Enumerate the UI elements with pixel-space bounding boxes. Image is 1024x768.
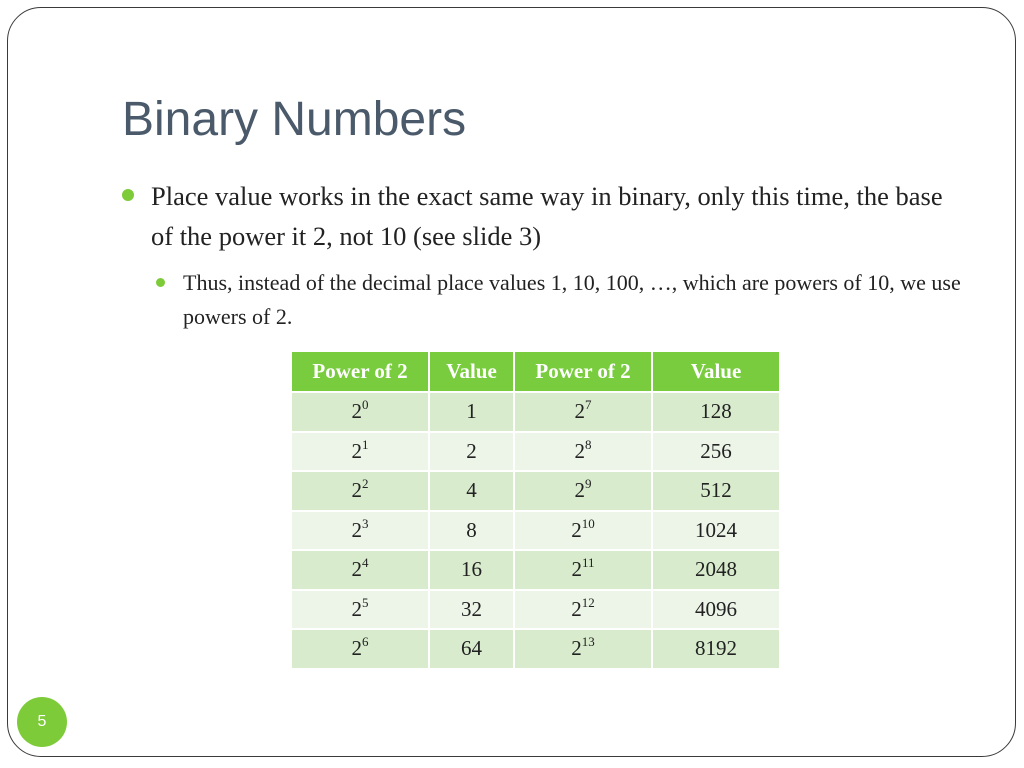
value-cell: 128: [652, 392, 780, 432]
power-cell: $2^0$: [291, 392, 429, 432]
value-cell: 2: [429, 432, 514, 472]
power-cell: $2^9$: [514, 471, 652, 511]
value-cell: 2048: [652, 550, 780, 590]
value-cell: 16: [429, 550, 514, 590]
value-cell: 4: [429, 471, 514, 511]
power-cell: $2^4$: [291, 550, 429, 590]
power-cell: $2^{12}$: [514, 590, 652, 630]
power-cell: $2^5$: [291, 590, 429, 630]
table-row: [291, 471, 780, 511]
sub-bullet-dot-icon: [156, 278, 165, 287]
power-cell: $2^1$: [291, 432, 429, 472]
table-row: [291, 590, 780, 630]
value-cell: 1024: [652, 511, 780, 551]
slide-title: Binary Numbers: [122, 93, 467, 146]
power-cell: $2^3$: [291, 511, 429, 551]
power-cell: $2^8$: [514, 432, 652, 472]
bullet-dot-icon: [122, 189, 134, 201]
power-cell: $2^{10}$: [514, 511, 652, 551]
bullet-1-1-text: Thus, instead of the decimal place values 1, 10, 100, …, which are powers of 10, we use powers of 2.: [183, 270, 961, 329]
power-cell: $2^{11}$: [514, 550, 652, 590]
value-cell: 8: [429, 511, 514, 551]
bullet-1-text: Place value works in the exact same way in binary, only this time, the base of the power it 2, not 10 (see slide 3): [151, 181, 943, 251]
table-row: [291, 511, 780, 551]
value-cell: 1: [429, 392, 514, 432]
header-value: Value: [429, 351, 514, 392]
bullet-level-2: [183, 266, 973, 334]
value-cell: 8192: [652, 629, 780, 669]
header-power-of-2: Power of 2: [291, 351, 429, 392]
value-cell: 512: [652, 471, 780, 511]
table-header-row: [291, 351, 780, 392]
power-cell: $2^{13}$: [514, 629, 652, 669]
value-cell: 64: [429, 629, 514, 669]
power-cell: $2^6$: [291, 629, 429, 669]
powers-of-two-table: [290, 350, 781, 670]
table-row: [291, 432, 780, 472]
table-row: [291, 392, 780, 432]
value-cell: 4096: [652, 590, 780, 630]
table-row: [291, 629, 780, 669]
value-cell: 256: [652, 432, 780, 472]
bullet-level-1: [151, 176, 971, 256]
slide-number-badge: 5: [17, 697, 67, 747]
header-power-of-2: Power of 2: [514, 351, 652, 392]
table-row: [291, 550, 780, 590]
power-cell: $2^2$: [291, 471, 429, 511]
power-cell: $2^7$: [514, 392, 652, 432]
value-cell: 32: [429, 590, 514, 630]
header-value: Value: [652, 351, 780, 392]
